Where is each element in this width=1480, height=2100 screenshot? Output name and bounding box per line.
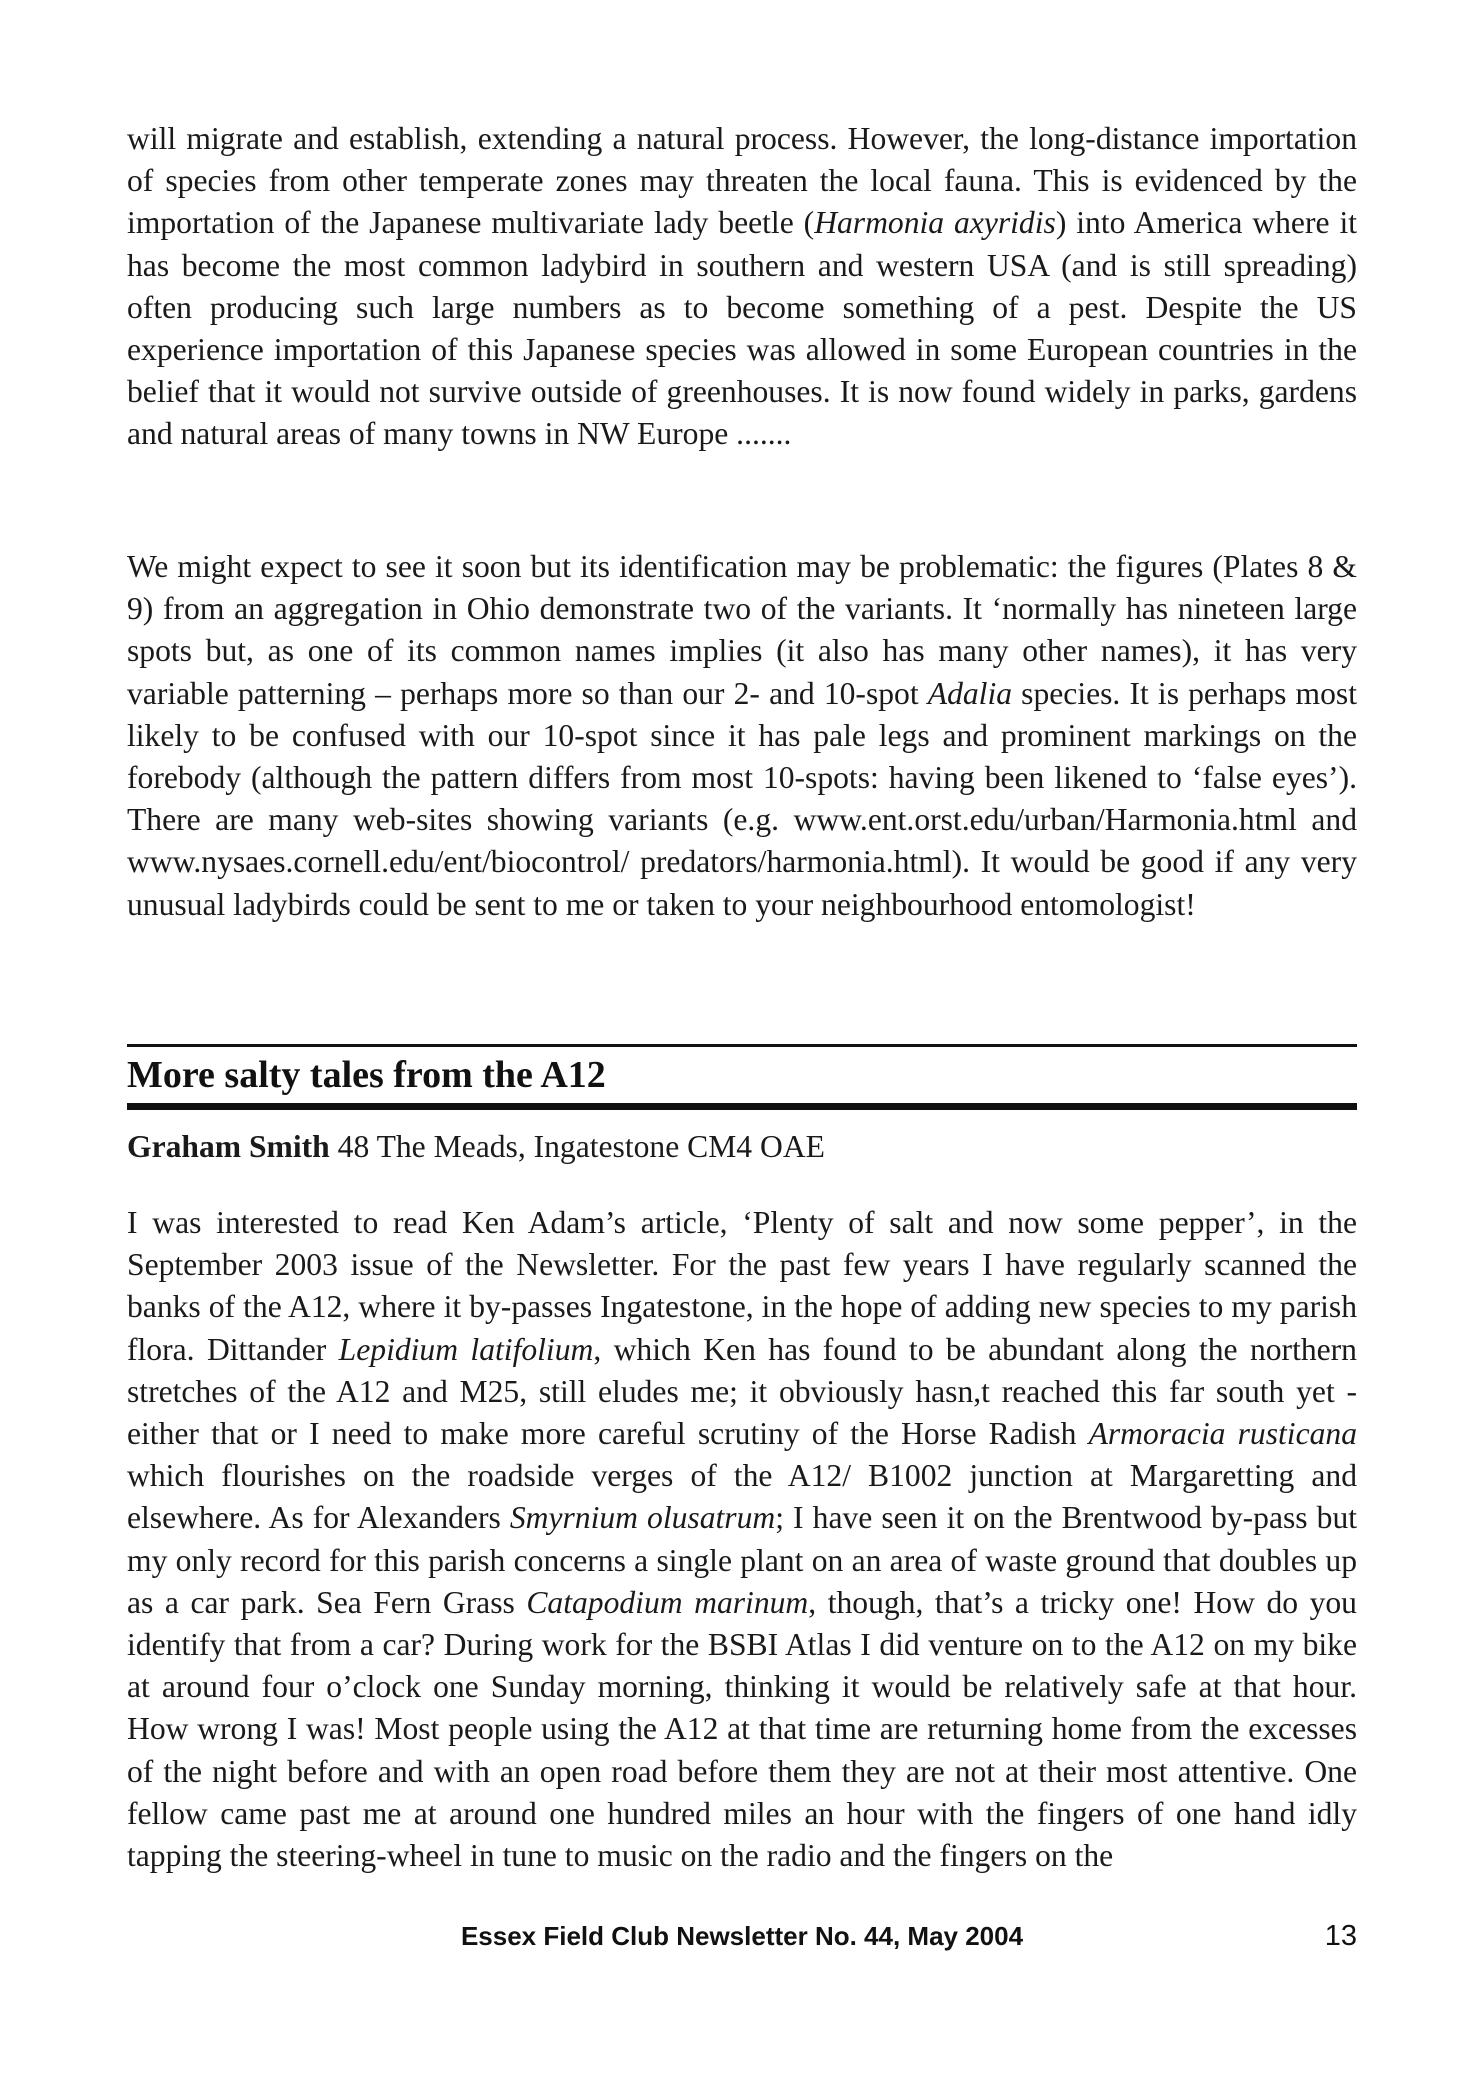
species-name-armoracia: Armoracia rusticana xyxy=(1088,1416,1357,1452)
paragraph-text xyxy=(127,546,1357,926)
species-name-adalia: Adalia xyxy=(927,675,1013,711)
author-address: 48 The Meads, Ingatestone CM4 OAE xyxy=(329,1129,825,1164)
page-footer xyxy=(127,1916,1357,1956)
text-run: , which Ken has found to be abundant along the northern stretches of the A12 and M25, still eludes me; it obviously hasn,t reached this far south yet - either that or I need to make more careful scrutiny of the Horse Radish xyxy=(127,1331,1357,1452)
text-run: We might expect to see it soon but its identification may be problematic: the figures (Plates 8 & 9) from an aggregation in Ohio demonstrate two of the variants. It ‘normally has nineteen large spots but, as one of its common names implies (it also has many other names), it has very variable patterning – perhaps more so than our 2- and 10-spot xyxy=(127,549,1357,711)
text-run: which flourishes on the roadside verges of the A12/ B1002 junction at Margaretting and elsewhere. As for Alexanders xyxy=(127,1458,1357,1536)
heading-top-rule xyxy=(127,1044,1357,1047)
article-heading: More salty tales from the A12 xyxy=(127,1054,606,1096)
author-byline xyxy=(127,1126,1357,1168)
species-name-harmonia: Harmonia axyridis xyxy=(814,205,1056,241)
footer-publication-title: Essex Field Club Newsletter No. 44, May 2004 xyxy=(460,1921,1024,1951)
text-run: , though, that’s a tricky one! How do you identify that from a car? During work for the BSBI Atlas I did venture on to the A12 on my bike at around four o’clock one Sunday morning, thinking it would be relatively safe at that hour. How wrong I was! Most people using the A12 at that time are returning home from the excesses of the night before and with an open road before them they are not at their most attentive. One fellow came past me at around one hundred miles an hour with the fingers of one hand idly tapping the steering-wheel in tune to music on the radio and the fingers on the xyxy=(127,1584,1357,1874)
species-name-smyrnium: Smyrnium olusatrum xyxy=(509,1500,776,1536)
paragraph-text xyxy=(127,1202,1357,1877)
text-run: ; I have seen it on the Brentwood by-pass but my only record for this parish concerns a single plant on an area of waste ground that doubles up as a car park. Sea Fern Grass xyxy=(127,1500,1358,1620)
text-run: ) into America where it has become the most common ladybird in southern and western USA (and is still spreading) often producing such large numbers as to become something of a pest. Despite the US experience importation of this Japanese species was allowed in some European countries in the belief that it would not survive outside of greenhouses. It is now found widely in parks, gardens and natural areas of many towns in NW Europe ....... xyxy=(127,205,1357,452)
paragraph-text xyxy=(127,118,1357,456)
paragraph-a12-flora xyxy=(127,1202,1357,1877)
text-run: I was interested to read Ken Adam’s article, ‘Plenty of salt and now some pepper’, in the September 2003 issue of the Newsletter. For the past few years I have regularly scanned the banks of the A12, where it by-passes Ingatestone, in the hope of adding new species to my parish flora. Dittander xyxy=(127,1205,1357,1367)
text-run: will migrate and establish, extending a natural process. However, the long-distance importation of species from other temperate zones may threaten the local fauna. This is evidenced by the importation of the Japanese multivariate lady beetle ( xyxy=(127,121,1357,241)
species-name-lepidium: Lepidium latifolium xyxy=(338,1331,594,1367)
species-name-catapodium: Catapodium marinum xyxy=(526,1584,809,1620)
author-name: Graham Smith xyxy=(127,1129,330,1164)
text-run: species. It is perhaps most likely to be confused with our 10-spot since it has pale legs and prominent markings on the forebody (although the pattern differs from most 10-spots: having been likened to ‘false eyes’). There are many web-sites showing variants (e.g. www.ent.orst.edu/urban/Harmonia.html and www.nysaes.cornell.edu/ent/biocontrol/ predators/harmonia.html). It would be good if any very unusual ladybirds could be sent to me or taken to your neighbourhood entomologist! xyxy=(127,675,1357,922)
page-number: 13 xyxy=(1324,1920,1357,1952)
paragraph-ladybird-identification xyxy=(127,546,1357,926)
heading-bottom-rule xyxy=(127,1103,1357,1110)
paragraph-ladybird-importation xyxy=(127,118,1357,456)
